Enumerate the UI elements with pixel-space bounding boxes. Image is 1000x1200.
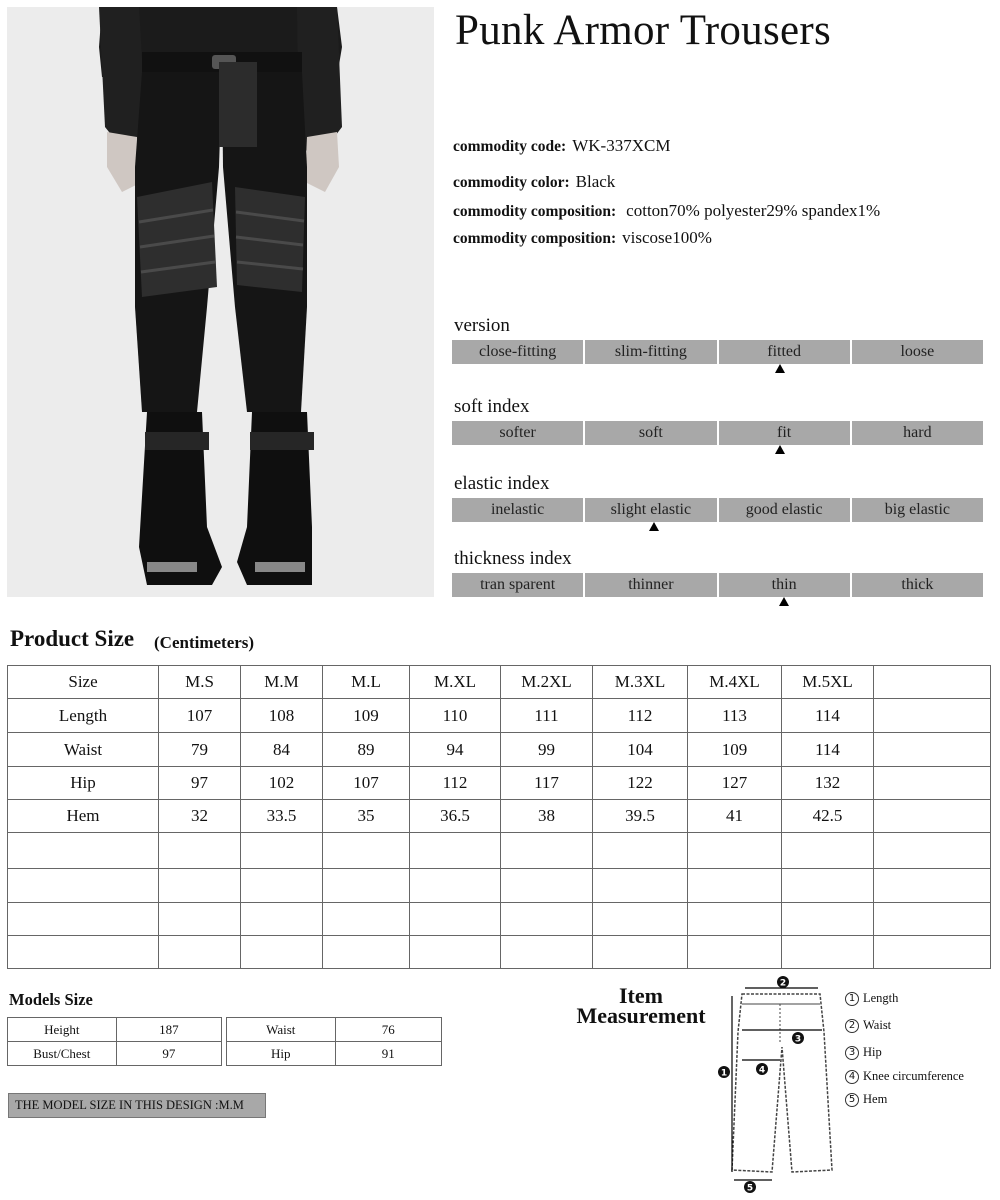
- legend-label: Length: [863, 991, 899, 1005]
- size-cell: 107: [323, 767, 410, 800]
- legend-number-icon: 2: [845, 1019, 859, 1033]
- size-cell: 108: [241, 699, 323, 733]
- size-header-cell: M.4XL: [688, 666, 782, 699]
- size-cell: [874, 767, 991, 800]
- version-title: version: [454, 315, 510, 336]
- size-cell: 102: [241, 767, 323, 800]
- table-row: [8, 1018, 222, 1042]
- size-cell: 89: [323, 733, 410, 767]
- table-row: [8, 833, 991, 869]
- size-cell: 112: [593, 699, 688, 733]
- size-cell: [593, 936, 688, 969]
- commodity-code-label: commodity code:: [453, 138, 567, 155]
- size-row-label: [8, 869, 159, 903]
- size-cell: [323, 936, 410, 969]
- size-cell: 104: [593, 733, 688, 767]
- size-row-label: Hip: [8, 767, 159, 800]
- size-cell: [323, 833, 410, 869]
- size-header-cell: M.3XL: [593, 666, 688, 699]
- size-cell: 94: [410, 733, 501, 767]
- size-header-row: [8, 666, 991, 699]
- size-cell: [688, 936, 782, 969]
- models-size-table-left: [7, 1017, 222, 1066]
- size-cell: 97: [159, 767, 241, 800]
- models-size-title: Models Size: [9, 990, 93, 1009]
- size-cell: [688, 833, 782, 869]
- legend-item: [845, 1018, 891, 1033]
- size-cell: 112: [410, 767, 501, 800]
- size-header-cell: M.2XL: [501, 666, 593, 699]
- table-row: [8, 1042, 222, 1066]
- size-cell: [874, 903, 991, 936]
- table-row: [227, 1018, 442, 1042]
- thickness-index-option: tran sparent: [452, 573, 583, 597]
- size-cell: 79: [159, 733, 241, 767]
- version-option: close-fitting: [452, 340, 583, 364]
- product-size-title: Product Size: [10, 626, 135, 651]
- thickness-index-option: thick: [852, 573, 983, 597]
- size-cell: 41: [688, 800, 782, 833]
- size-table: [7, 665, 991, 969]
- svg-text:2: 2: [779, 978, 787, 989]
- size-cell: [410, 869, 501, 903]
- size-cell: [501, 833, 593, 869]
- size-row-label: Waist: [8, 733, 159, 767]
- soft-index-option: fit: [719, 421, 850, 445]
- size-cell: [782, 903, 874, 936]
- size-cell: [874, 800, 991, 833]
- trousers-measurement-diagram: [710, 972, 845, 1194]
- size-cell: [241, 903, 323, 936]
- product-size-unit: (Centimeters): [154, 633, 255, 652]
- size-cell: 107: [159, 699, 241, 733]
- item-measurement-title: [560, 983, 722, 1028]
- soft-index-scale: [452, 421, 983, 445]
- soft-index-option: soft: [585, 421, 716, 445]
- elastic-index-option: inelastic: [452, 498, 583, 522]
- size-cell: 127: [688, 767, 782, 800]
- svg-text:4: 4: [758, 1065, 766, 1076]
- legend-item: [845, 1092, 887, 1107]
- table-row: [8, 936, 991, 969]
- elastic-index-scale: [452, 498, 983, 522]
- size-cell: [323, 903, 410, 936]
- size-row-label: Length: [8, 699, 159, 733]
- item-measurement-title-line-1: Item: [619, 983, 663, 1008]
- size-cell: [241, 833, 323, 869]
- size-cell: 39.5: [593, 800, 688, 833]
- commodity-color-row: [453, 172, 615, 192]
- model-waist-value: 76: [335, 1018, 441, 1042]
- size-header-cell: Size: [8, 666, 159, 699]
- size-header-cell: M.XL: [410, 666, 501, 699]
- size-cell: 110: [410, 699, 501, 733]
- size-cell: 111: [501, 699, 593, 733]
- legend-item: [845, 1069, 964, 1084]
- size-cell: [874, 833, 991, 869]
- size-cell: 117: [501, 767, 593, 800]
- size-cell: 36.5: [410, 800, 501, 833]
- commodity-composition-label: commodity composition:: [453, 230, 617, 247]
- thickness-index-option: thin: [719, 573, 850, 597]
- size-cell: [159, 903, 241, 936]
- elastic-index-option: slight elastic: [585, 498, 716, 522]
- size-row-label: [8, 833, 159, 869]
- legend-number-icon: 3: [845, 1046, 859, 1060]
- elastic-index-selected-marker: [649, 522, 659, 531]
- legend-item: [845, 1045, 882, 1060]
- model-size-note: THE MODEL SIZE IN THIS DESIGN :M.M: [8, 1093, 266, 1118]
- soft-index-title: soft index: [454, 396, 530, 417]
- size-cell: [159, 869, 241, 903]
- legend-label: Hem: [863, 1092, 888, 1106]
- size-cell: [410, 833, 501, 869]
- commodity-composition-row-2: [453, 228, 712, 248]
- size-cell: [159, 833, 241, 869]
- size-cell: [688, 869, 782, 903]
- size-cell: [323, 869, 410, 903]
- size-cell: 113: [688, 699, 782, 733]
- size-cell: [593, 869, 688, 903]
- size-cell: [241, 936, 323, 969]
- model-hip-label: Hip: [227, 1042, 336, 1066]
- size-cell: 38: [501, 800, 593, 833]
- model-waist-label: Waist: [227, 1018, 336, 1042]
- thickness-index-selected-marker: [779, 597, 789, 606]
- commodity-composition-label: commodity composition:: [453, 203, 617, 220]
- legend-label: Waist: [863, 1018, 892, 1032]
- size-cell: [688, 903, 782, 936]
- table-row: [227, 1042, 442, 1066]
- table-row: [8, 767, 991, 800]
- size-cell: [241, 869, 323, 903]
- commodity-color-value: Black: [575, 172, 616, 191]
- commodity-code-row: [453, 136, 670, 156]
- size-row-label: [8, 936, 159, 969]
- commodity-composition-row-1: [453, 201, 880, 221]
- size-cell: [782, 833, 874, 869]
- size-cell: [874, 869, 991, 903]
- size-cell: 132: [782, 767, 874, 800]
- size-cell: 122: [593, 767, 688, 800]
- table-row: [8, 800, 991, 833]
- commodity-code-value: WK-337XCM: [572, 136, 671, 155]
- model-height-value: 187: [116, 1018, 221, 1042]
- svg-text:1: 1: [720, 1068, 728, 1079]
- elastic-index-option: big elastic: [852, 498, 983, 522]
- size-cell: 109: [323, 699, 410, 733]
- size-cell: 99: [501, 733, 593, 767]
- commodity-composition-value: viscose100%: [622, 228, 712, 247]
- size-cell: [410, 903, 501, 936]
- table-row: [8, 733, 991, 767]
- thickness-index-option: thinner: [585, 573, 716, 597]
- size-cell: 42.5: [782, 800, 874, 833]
- legend-label: Knee circumference: [863, 1069, 964, 1083]
- size-row-label: Hem: [8, 800, 159, 833]
- size-cell: [501, 903, 593, 936]
- size-cell: [874, 936, 991, 969]
- size-header-cell: [874, 666, 991, 699]
- commodity-color-label: commodity color:: [453, 174, 570, 191]
- model-hip-value: 91: [335, 1042, 441, 1066]
- soft-index-option: hard: [852, 421, 983, 445]
- legend-number-icon: 1: [845, 992, 859, 1006]
- product-title: Punk Armor Trousers: [455, 7, 832, 54]
- size-header-cell: M.L: [323, 666, 410, 699]
- version-selected-marker: [775, 364, 785, 373]
- size-cell: 33.5: [241, 800, 323, 833]
- size-cell: [782, 936, 874, 969]
- size-row-label: [8, 903, 159, 936]
- svg-text:5: 5: [746, 1183, 754, 1194]
- size-cell: [410, 936, 501, 969]
- size-cell: 35: [323, 800, 410, 833]
- size-cell: [593, 833, 688, 869]
- thickness-index-scale: [452, 573, 983, 597]
- table-row: [8, 903, 991, 936]
- size-header-cell: M.M: [241, 666, 323, 699]
- version-option: fitted: [719, 340, 850, 364]
- thickness-index-title: thickness index: [454, 548, 572, 569]
- legend-item: [845, 991, 898, 1006]
- model-bust-label: Bust/Chest: [8, 1042, 117, 1066]
- version-option: loose: [852, 340, 983, 364]
- table-row: [8, 869, 991, 903]
- item-measurement-title-line-2: Measurement: [576, 1003, 706, 1028]
- legend-label: Hip: [863, 1045, 882, 1059]
- size-cell: [782, 869, 874, 903]
- version-option: slim-fitting: [585, 340, 716, 364]
- commodity-composition-value: cotton70% polyester29% spandex1%: [626, 201, 881, 220]
- table-row: [8, 699, 991, 733]
- size-header-cell: M.5XL: [782, 666, 874, 699]
- size-cell: [501, 936, 593, 969]
- size-cell: 84: [241, 733, 323, 767]
- size-cell: [159, 936, 241, 969]
- version-scale: [452, 340, 983, 364]
- model-height-label: Height: [8, 1018, 117, 1042]
- size-header-cell: M.S: [159, 666, 241, 699]
- soft-index-selected-marker: [775, 445, 785, 454]
- model-bust-value: 97: [116, 1042, 221, 1066]
- product-photo: [7, 7, 434, 597]
- size-cell: [874, 733, 991, 767]
- size-cell: 32: [159, 800, 241, 833]
- trousers-model-image: [7, 7, 434, 597]
- models-size-table-right: [226, 1017, 442, 1066]
- legend-number-icon: 5: [845, 1093, 859, 1107]
- size-cell: [874, 699, 991, 733]
- size-cell: 109: [688, 733, 782, 767]
- svg-text:3: 3: [794, 1034, 802, 1045]
- size-cell: [593, 903, 688, 936]
- elastic-index-title: elastic index: [454, 473, 550, 494]
- legend-number-icon: 4: [845, 1070, 859, 1084]
- size-cell: 114: [782, 699, 874, 733]
- soft-index-option: softer: [452, 421, 583, 445]
- elastic-index-option: good elastic: [719, 498, 850, 522]
- size-cell: 114: [782, 733, 874, 767]
- size-cell: [501, 869, 593, 903]
